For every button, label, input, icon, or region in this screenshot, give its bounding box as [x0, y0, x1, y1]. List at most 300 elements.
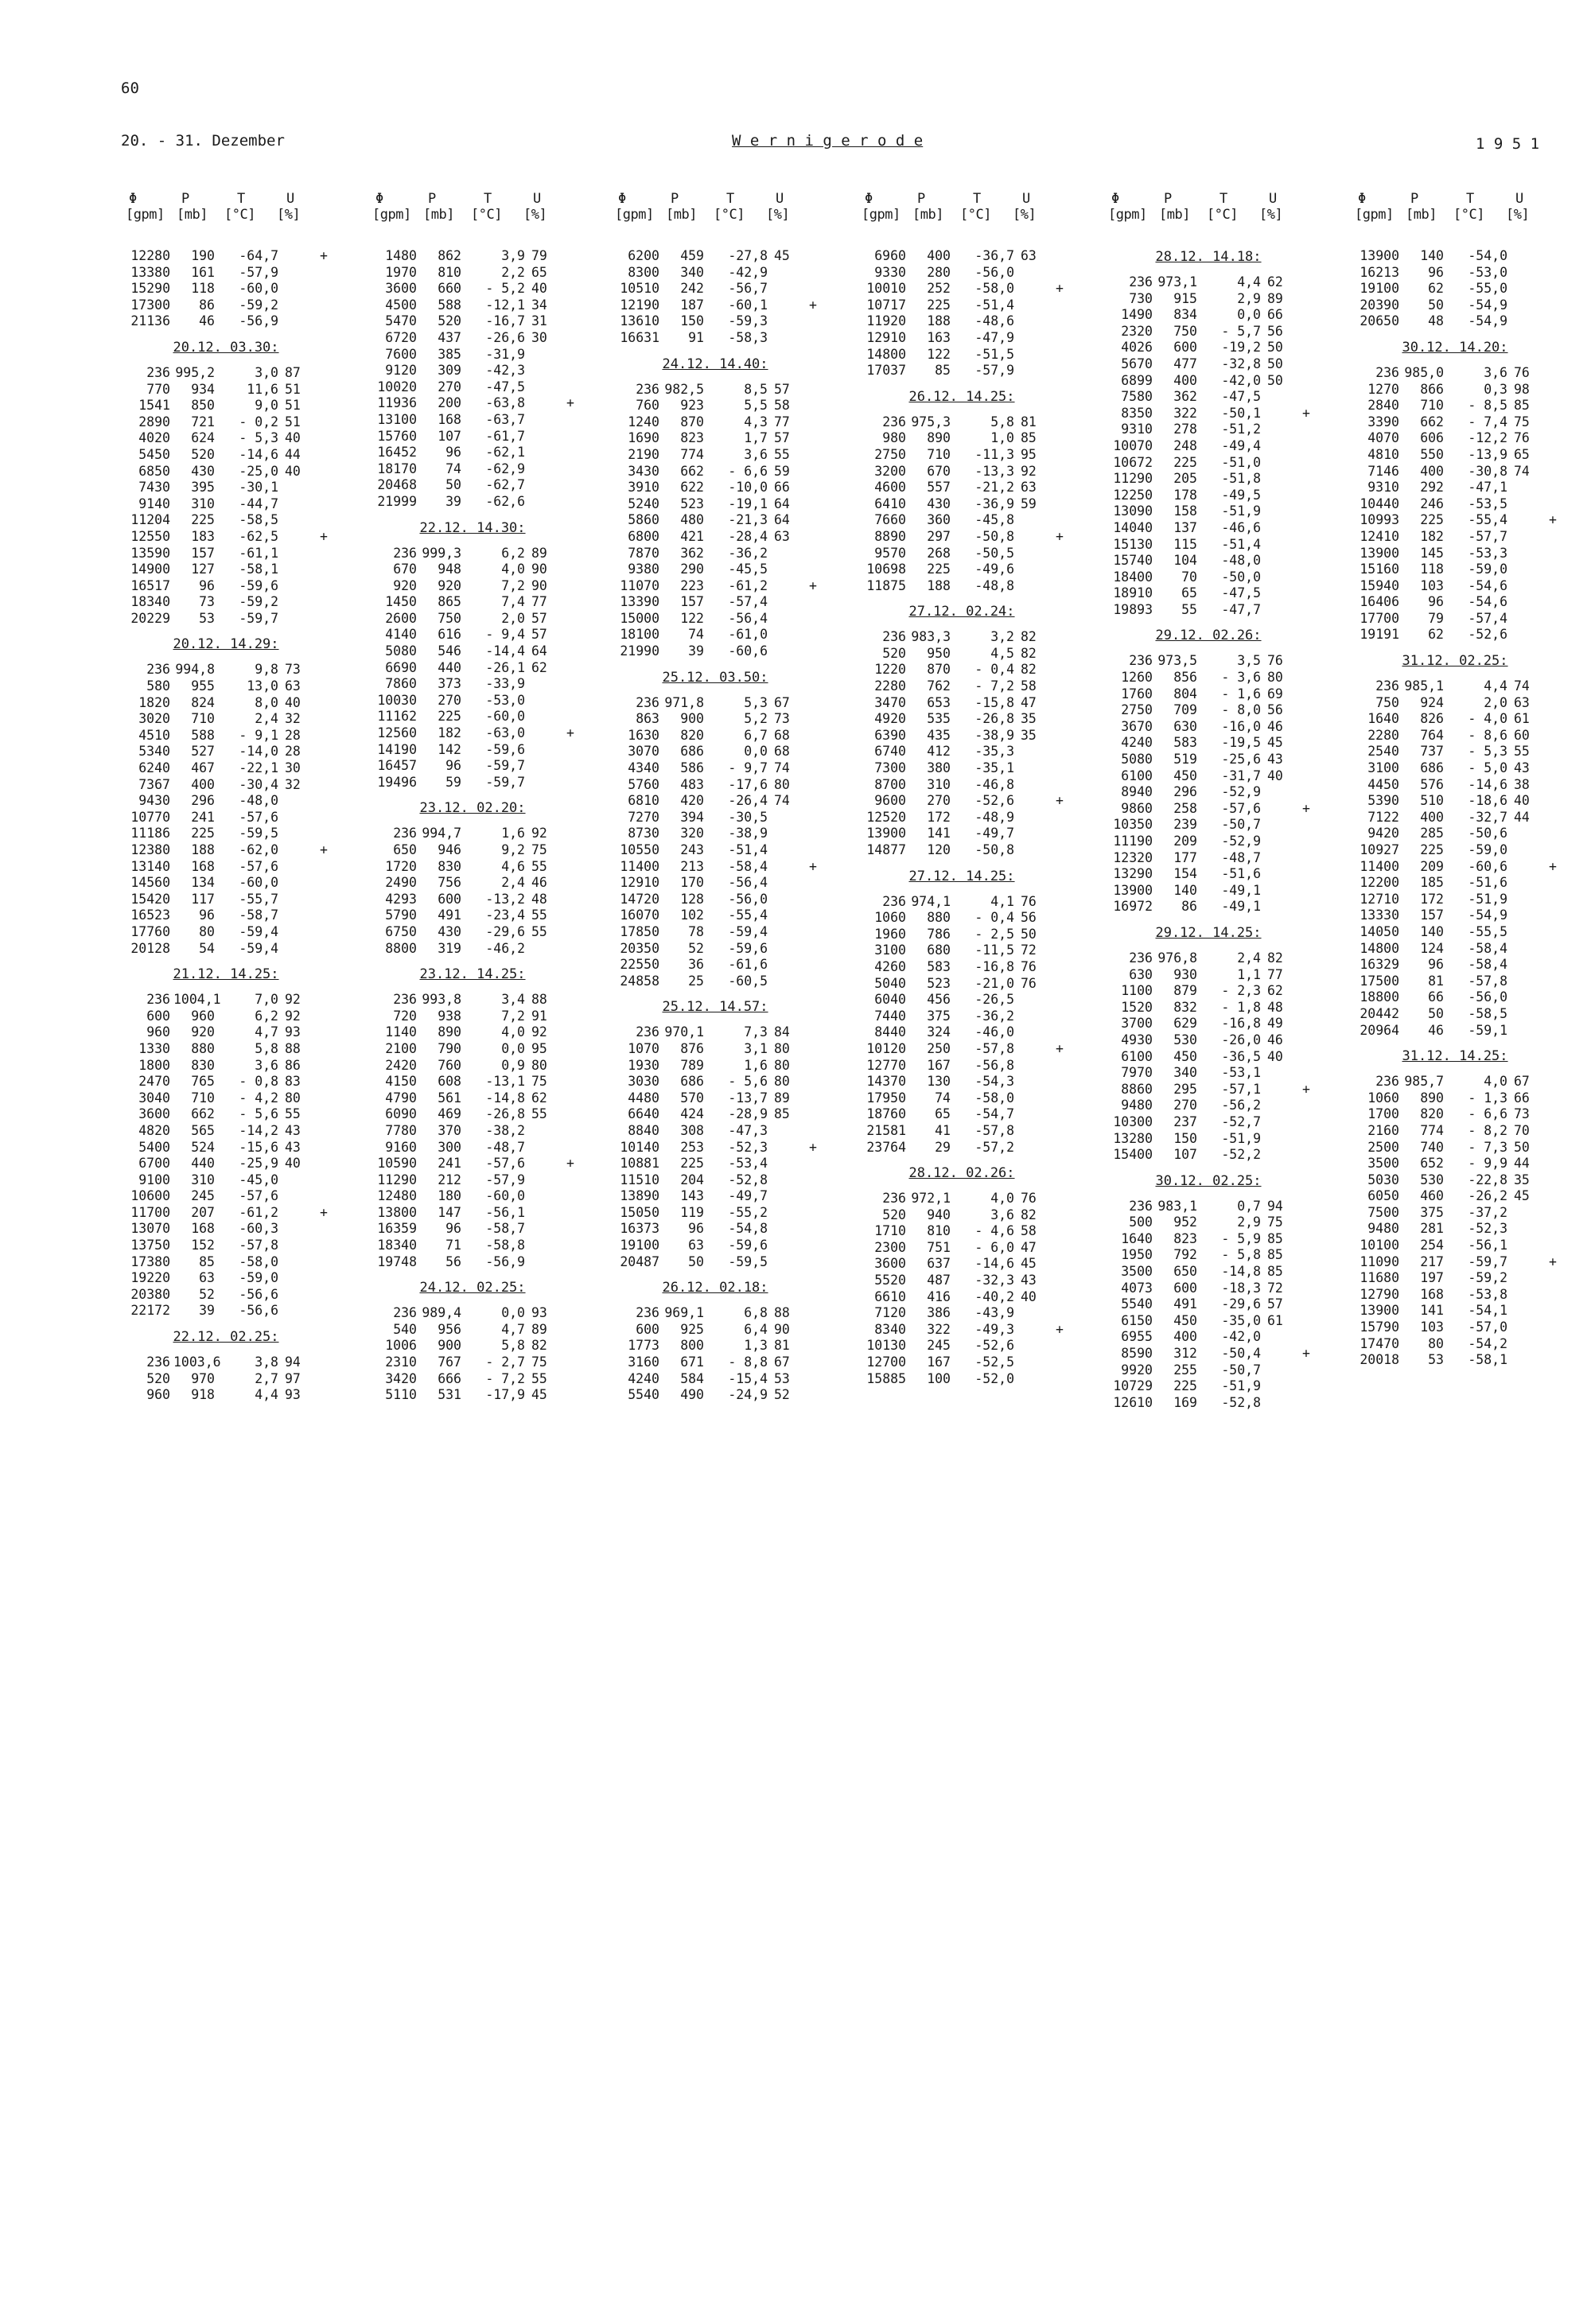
humidity-cell: 89 — [774, 1090, 790, 1106]
geopotential-cell: 980 — [882, 430, 906, 446]
temperature-cell: -50,8 — [974, 528, 1014, 544]
geopotential-cell: 11700 — [130, 1204, 170, 1220]
temperature-cell: - 9,1 — [239, 727, 278, 743]
geopotential-cell: 23764 — [866, 1139, 906, 1155]
table-row — [358, 907, 589, 924]
geopotential-cell: 11186 — [130, 826, 170, 841]
pressure-cell: 588 — [438, 297, 461, 313]
table-row — [847, 248, 1078, 265]
geopotential-cell: 11070 — [620, 577, 659, 593]
temperature-cell: 3,2 — [990, 629, 1014, 645]
humidity-cell: 32 — [285, 776, 301, 792]
humidity-cell: 89 — [1267, 290, 1283, 306]
pressure-cell: 491 — [1173, 1296, 1197, 1312]
geopotential-cell: 2320 — [1121, 323, 1153, 339]
geopotential-cell: 9100 — [138, 1172, 170, 1187]
humidity-cell: 77 — [1267, 966, 1283, 982]
geopotential-cell: 650 — [393, 842, 417, 857]
temperature-cell: - 0,2 — [239, 414, 278, 429]
pressure-cell: 865 — [438, 594, 461, 610]
geopotential-cell: 21990 — [620, 643, 659, 659]
table-row — [601, 529, 831, 546]
temperature-cell: -58,1 — [1468, 1352, 1507, 1368]
temperature-cell: -38,9 — [974, 727, 1014, 743]
table-row — [1094, 1016, 1325, 1032]
temperature-cell: -57,8 — [239, 1238, 278, 1253]
humidity-cell: 49 — [1267, 1016, 1283, 1032]
table-row — [601, 695, 831, 712]
pressure-cell: 140 — [1173, 882, 1197, 898]
geopotential-cell: 12380 — [130, 842, 170, 857]
humidity-cell: 64 — [531, 643, 547, 659]
geopotential-cell: 8350 — [1121, 405, 1153, 421]
temperature-cell: -53,0 — [1468, 264, 1507, 280]
header-symbol: Φ — [865, 191, 873, 207]
header-symbol: U — [1022, 191, 1031, 207]
geopotential-cell: 1760 — [1121, 686, 1153, 701]
geopotential-cell: 22550 — [620, 957, 659, 973]
humidity-cell: 62 — [1267, 274, 1283, 290]
temperature-cell: -63,0 — [485, 725, 525, 741]
table-row — [358, 1106, 589, 1123]
pressure-cell: 709 — [1173, 702, 1197, 718]
geopotential-cell: 11510 — [620, 1172, 659, 1187]
table-row — [1340, 627, 1571, 643]
table-row — [847, 826, 1078, 842]
table-row — [847, 662, 1078, 678]
humidity-cell: 81 — [1021, 414, 1037, 429]
humidity-cell: 65 — [531, 264, 547, 280]
table-row — [111, 578, 342, 595]
table-row — [111, 414, 342, 431]
temperature-cell: -18,3 — [1221, 1280, 1261, 1296]
table-row — [358, 562, 589, 578]
temperature-cell: 6,7 — [744, 727, 768, 743]
table-row — [1094, 850, 1325, 867]
pressure-cell: 134 — [191, 875, 215, 891]
pressure-cell: 170 — [680, 875, 704, 891]
geopotential-cell: 236 — [882, 414, 906, 429]
pressure-cell: 63 — [199, 1270, 215, 1286]
geopotential-cell: 5520 — [874, 1273, 906, 1288]
geopotential-cell: 10729 — [1113, 1378, 1153, 1394]
temperature-cell: -47,7 — [1221, 601, 1261, 617]
table-row — [1340, 842, 1571, 859]
temperature-cell: -21,0 — [974, 975, 1014, 991]
temperature-cell: 3,8 — [255, 1354, 278, 1370]
pressure-cell: 167 — [927, 1354, 951, 1370]
pressure-cell: 96 — [199, 577, 215, 593]
humidity-cell: 80 — [285, 1090, 301, 1106]
table-row — [1340, 859, 1571, 876]
geopotential-cell: 1930 — [628, 1057, 659, 1073]
temperature-cell: -59,6 — [728, 1238, 768, 1253]
table-row — [601, 924, 831, 941]
geopotential-cell: 1270 — [1367, 381, 1399, 397]
temperature-cell: -33,9 — [485, 676, 525, 692]
pressure-cell: 983,1 — [1157, 1198, 1197, 1214]
pressure-cell: 662 — [1420, 414, 1444, 429]
temperature-cell: -48,0 — [1221, 553, 1261, 569]
table-row — [111, 464, 342, 480]
pressure-cell: 117 — [191, 891, 215, 907]
pressure-cell: 985,1 — [1404, 678, 1444, 694]
pressure-cell: 65 — [1181, 585, 1197, 601]
table-row — [1340, 313, 1571, 330]
table-row — [847, 297, 1078, 314]
pressure-cell: 157 — [680, 594, 704, 610]
pressure-cell: 637 — [927, 1256, 951, 1272]
geopotential-cell: 14800 — [1360, 940, 1399, 956]
humidity-cell: 40 — [1021, 1288, 1037, 1304]
humidity-cell: 59 — [774, 463, 790, 479]
pressure-cell: 188 — [191, 842, 215, 857]
temperature-cell: -43,9 — [974, 1305, 1014, 1321]
pressure-cell: 225 — [191, 826, 215, 841]
pressure-cell: 600 — [438, 891, 461, 907]
humidity-cell: 64 — [774, 496, 790, 511]
table-row — [1340, 678, 1571, 695]
geopotential-cell: 3420 — [385, 1370, 417, 1386]
table-row — [1340, 529, 1571, 546]
table-row — [1340, 924, 1571, 941]
pressure-cell: 140 — [1420, 923, 1444, 939]
sounding-heading — [111, 339, 342, 356]
temperature-cell: -54,7 — [974, 1106, 1014, 1122]
geopotential-cell: 500 — [1129, 1214, 1153, 1230]
header-unit: [%] — [523, 207, 547, 223]
humidity-cell: 73 — [774, 711, 790, 727]
sounding-time: 31.12. 14.25: — [1402, 1048, 1508, 1065]
pressure-cell: 952 — [1173, 1214, 1197, 1230]
table-row — [847, 562, 1078, 578]
humidity-cell: 80 — [774, 1057, 790, 1073]
table-row — [111, 313, 342, 330]
sounding-heading — [847, 1164, 1078, 1182]
temperature-cell: -38,2 — [485, 1122, 525, 1138]
temperature-cell: -29,6 — [1221, 1296, 1261, 1312]
temperature-cell: -14,8 — [485, 1090, 525, 1106]
temperature-cell: 1,0 — [990, 430, 1014, 446]
geopotential-cell: 17700 — [1360, 610, 1399, 626]
pressure-cell: 440 — [191, 1156, 215, 1172]
temperature-cell: 2,2 — [501, 264, 525, 280]
geopotential-cell: 15000 — [620, 610, 659, 626]
temperature-cell: 4,4 — [1484, 678, 1507, 694]
geopotential-cell: 20442 — [1360, 1005, 1399, 1021]
table-row — [847, 546, 1078, 562]
pressure-cell: 760 — [438, 1057, 461, 1073]
pressure-cell: 96 — [1428, 594, 1444, 610]
temperature-cell: -25,9 — [239, 1156, 278, 1172]
sounding-time: 24.12. 02.25: — [419, 1280, 526, 1296]
temperature-cell: -42,0 — [1221, 1329, 1261, 1345]
humidity-cell: 73 — [1514, 1106, 1530, 1122]
geopotential-cell: 7500 — [1367, 1204, 1399, 1220]
temperature-cell: -59,2 — [239, 594, 278, 610]
header-unit: [gpm] — [372, 207, 411, 223]
geopotential-cell: 10510 — [620, 281, 659, 297]
temperature-cell: -52,2 — [1221, 1147, 1261, 1163]
pressure-cell: 183 — [191, 528, 215, 544]
humidity-cell: 75 — [1267, 1214, 1283, 1230]
humidity-cell: 59 — [1021, 496, 1037, 511]
geopotential-cell: 236 — [636, 1305, 659, 1321]
pressure-cell: 56 — [445, 1253, 461, 1269]
humidity-cell: 88 — [285, 1040, 301, 1056]
table-row — [1094, 801, 1325, 818]
pressure-cell: 600 — [1173, 1280, 1197, 1296]
geopotential-cell: 7580 — [1121, 389, 1153, 405]
temperature-cell: -61,2 — [239, 1204, 278, 1220]
sounding-heading — [601, 356, 831, 373]
geopotential-cell: 21136 — [130, 313, 170, 329]
humidity-cell: 43 — [1514, 760, 1530, 776]
temperature-cell: -57,4 — [728, 594, 768, 610]
sounding-time: 22.12. 02.25: — [173, 1329, 279, 1346]
pressure-cell: 686 — [680, 1074, 704, 1090]
geopotential-cell: 236 — [1375, 364, 1399, 380]
geopotential-cell: 8840 — [628, 1122, 659, 1138]
humidity-cell: 40 — [285, 694, 301, 710]
humidity-cell: 95 — [531, 1040, 547, 1056]
table-row — [1340, 907, 1571, 924]
humidity-cell: 46 — [531, 875, 547, 891]
table-row — [1094, 1296, 1325, 1313]
header-symbol: P — [428, 191, 437, 207]
temperature-cell: 4,6 — [501, 858, 525, 874]
table-row — [1094, 686, 1325, 703]
temperature-cell: - 3,6 — [1221, 670, 1261, 686]
column-header — [601, 191, 831, 232]
header-symbol: U — [1269, 191, 1278, 207]
humidity-cell: 51 — [285, 398, 301, 414]
table-row — [358, 546, 589, 562]
temperature-cell: 6,8 — [744, 1305, 768, 1321]
humidity-cell: 73 — [285, 662, 301, 678]
pressure-cell: 820 — [1420, 1106, 1444, 1122]
geopotential-cell: 5390 — [1367, 793, 1399, 809]
temperature-cell: -58,4 — [1468, 940, 1507, 956]
table-row — [601, 382, 831, 398]
pressure-cell: 880 — [927, 910, 951, 926]
geopotential-cell: 1260 — [1121, 670, 1153, 686]
humidity-cell: 45 — [1021, 1256, 1037, 1272]
geopotential-cell: 14050 — [1360, 923, 1399, 939]
geopotential-cell: 236 — [1129, 274, 1153, 290]
humidity-cell: 76 — [1514, 364, 1530, 380]
pressure-cell: 576 — [1420, 776, 1444, 792]
pressure-cell: 994,8 — [175, 662, 215, 678]
humidity-cell: 43 — [1267, 752, 1283, 768]
pressure-cell: 774 — [680, 446, 704, 462]
sounding-heading — [1094, 924, 1325, 942]
temperature-cell: -10,0 — [728, 480, 768, 496]
table-row — [1094, 422, 1325, 438]
table-row — [1094, 817, 1325, 834]
pressure-cell: 530 — [1173, 1032, 1197, 1047]
pressure-cell: 225 — [927, 297, 951, 313]
temperature-cell: -52,6 — [974, 1338, 1014, 1354]
temperature-cell: -58,5 — [1468, 1005, 1507, 1021]
geopotential-cell: 6700 — [138, 1156, 170, 1172]
temperature-cell: -16,8 — [974, 958, 1014, 974]
geopotential-cell: 10672 — [1113, 454, 1153, 470]
header-unit: [gpm] — [1355, 207, 1394, 223]
table-row — [1340, 941, 1571, 958]
geopotential-cell: 8890 — [874, 528, 906, 544]
table-row — [601, 447, 831, 464]
geopotential-cell: 12610 — [1113, 1394, 1153, 1410]
geopotential-cell: 12250 — [1113, 487, 1153, 503]
header-symbol: U — [776, 191, 784, 207]
sounding-heading — [358, 519, 589, 537]
table-row — [1340, 1336, 1571, 1353]
table-row — [1094, 883, 1325, 900]
table-row — [601, 1058, 831, 1075]
table-row — [847, 629, 1078, 646]
pressure-cell: 823 — [1173, 1230, 1197, 1246]
temperature-cell: -59,7 — [485, 774, 525, 790]
temperature-cell: -15,8 — [974, 694, 1014, 710]
pressure-cell: 750 — [1173, 323, 1197, 339]
geopotential-cell: 236 — [1129, 950, 1153, 966]
humidity-cell: 75 — [531, 1074, 547, 1090]
pressure-cell: 530 — [1420, 1172, 1444, 1187]
table-row — [1340, 265, 1571, 282]
geopotential-cell: 2100 — [385, 1040, 417, 1056]
table-row — [1340, 512, 1571, 529]
geopotential-cell: 20380 — [130, 1286, 170, 1302]
table-row — [358, 265, 589, 282]
pressure-cell: 850 — [191, 398, 215, 414]
table-row — [358, 643, 589, 660]
geopotential-cell: 10698 — [866, 562, 906, 577]
pressure-cell: 650 — [1173, 1264, 1197, 1280]
pressure-cell: 920 — [438, 577, 461, 593]
geopotential-cell: 13590 — [130, 545, 170, 561]
pressure-cell: 204 — [680, 1172, 704, 1187]
pressure-cell: 248 — [1173, 437, 1197, 453]
humidity-cell: 57 — [531, 627, 547, 643]
geopotential-cell: 11936 — [377, 395, 417, 411]
temperature-cell: 4,0 — [990, 1191, 1014, 1207]
geopotential-cell: 1700 — [1367, 1106, 1399, 1122]
temperature-cell: -50,1 — [1221, 405, 1261, 421]
pressure-cell: 616 — [438, 627, 461, 643]
humidity-cell: 61 — [1267, 1312, 1283, 1328]
table-row — [1340, 297, 1571, 314]
geopotential-cell: 1060 — [1367, 1090, 1399, 1106]
geopotential-cell: 18340 — [377, 1238, 417, 1253]
pressure-cell: 59 — [445, 774, 461, 790]
pressure-cell: 63 — [688, 1238, 704, 1253]
geopotential-cell: 15790 — [1360, 1319, 1399, 1335]
geopotential-cell: 10550 — [620, 842, 659, 857]
temperature-cell: 2,9 — [1237, 1214, 1261, 1230]
humidity-cell: 43 — [285, 1122, 301, 1138]
pressure-cell: 66 — [1428, 989, 1444, 1005]
geopotential-cell: 15160 — [1360, 562, 1399, 577]
table-row — [1340, 414, 1571, 431]
humidity-cell: 67 — [774, 694, 790, 710]
pressure-cell: 118 — [191, 281, 215, 297]
humidity-cell: 40 — [531, 281, 547, 297]
table-row — [1340, 382, 1571, 398]
humidity-cell: 63 — [1021, 480, 1037, 496]
temperature-cell: 0,9 — [501, 1057, 525, 1073]
temperature-cell: -56,6 — [239, 1303, 278, 1319]
geopotential-cell: 8730 — [628, 826, 659, 841]
pressure-cell: 460 — [1420, 1188, 1444, 1204]
temperature-cell: -57,9 — [485, 1172, 525, 1187]
temperature-cell: -58,4 — [1468, 957, 1507, 973]
temperature-cell: -59,6 — [239, 577, 278, 593]
pressure-cell: 46 — [1428, 1022, 1444, 1038]
pressure-cell: 973,1 — [1157, 274, 1197, 290]
table-row — [601, 760, 831, 777]
pressure-cell: 810 — [438, 264, 461, 280]
geopotential-cell: 12410 — [1360, 528, 1399, 544]
header-symbol: P — [917, 191, 926, 207]
geopotential-cell: 4073 — [1121, 1280, 1153, 1296]
header-unit: [%] — [1013, 207, 1037, 223]
temperature-cell: -63,8 — [485, 395, 525, 411]
pressure-cell: 225 — [927, 562, 951, 577]
pressure-cell: 80 — [199, 923, 215, 939]
temperature-cell: - 8,0 — [1221, 702, 1261, 718]
temperature-cell: -56,1 — [1468, 1238, 1507, 1253]
column-header — [111, 191, 342, 232]
table-row — [847, 1354, 1078, 1371]
pressure-cell: 629 — [1173, 1016, 1197, 1032]
temperature-cell: -54,6 — [1468, 594, 1507, 610]
table-row — [111, 398, 342, 414]
temperature-cell: 4,7 — [255, 1024, 278, 1040]
pressure-cell: 127 — [191, 562, 215, 577]
geopotential-cell: 236 — [882, 893, 906, 909]
table-row — [847, 363, 1078, 379]
header-symbol: P — [1164, 191, 1173, 207]
pressure-cell: 296 — [191, 793, 215, 809]
geopotential-cell: 236 — [1129, 653, 1153, 669]
pressure-cell: 469 — [438, 1106, 461, 1122]
geopotential-cell: 1640 — [1367, 711, 1399, 727]
pressure-cell: 154 — [1173, 866, 1197, 882]
pressure-cell: 239 — [1173, 817, 1197, 833]
pressure-cell: 430 — [927, 496, 951, 511]
table-row — [358, 992, 589, 1008]
table-row — [1094, 1264, 1325, 1281]
table-row — [1094, 1147, 1325, 1164]
page-number: 60 — [121, 80, 139, 97]
temperature-cell: -27,8 — [728, 248, 768, 263]
temperature-cell: -56,0 — [728, 891, 768, 907]
table-row — [358, 1238, 589, 1254]
temperature-cell: -16,0 — [1221, 718, 1261, 734]
temperature-cell: - 4,2 — [239, 1090, 278, 1106]
humidity-cell: 47 — [1021, 694, 1037, 710]
humidity-cell: 35 — [1021, 711, 1037, 727]
geopotential-cell: 5760 — [628, 776, 659, 792]
table-row — [358, 859, 589, 876]
table-row — [1094, 1313, 1325, 1330]
temperature-cell: -16,7 — [485, 313, 525, 329]
humidity-cell: 80 — [774, 1074, 790, 1090]
geopotential-cell: 236 — [636, 1024, 659, 1040]
humidity-cell: 55 — [531, 1106, 547, 1122]
geopotential-cell: 15420 — [130, 891, 170, 907]
